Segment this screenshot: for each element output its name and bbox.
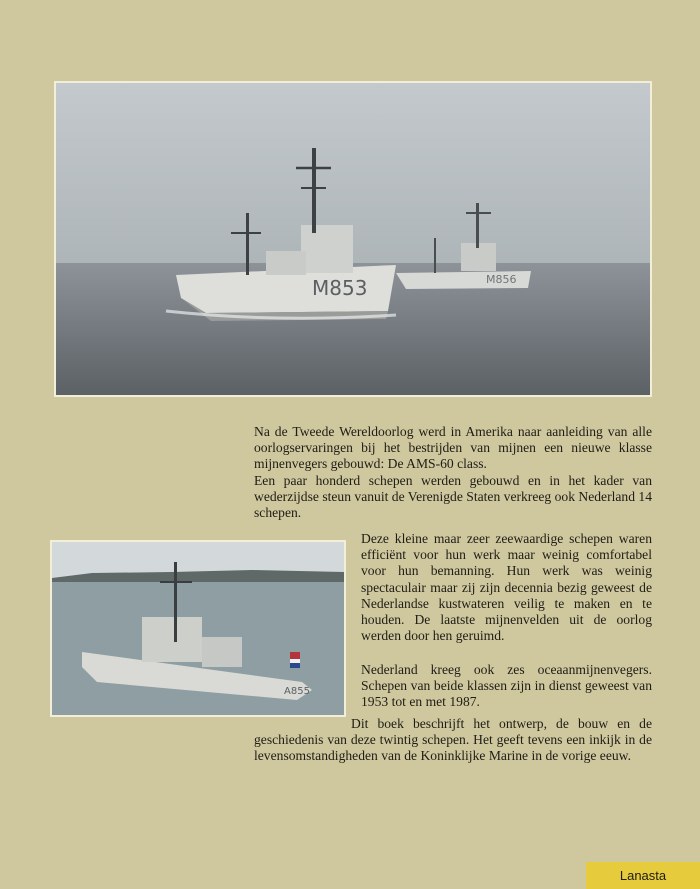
hull-number-inset: A855 [284, 686, 310, 697]
paragraph-fourteen-ships: Een paar honderd schepen werden gebouwd en in het kader van wederzijdse steun vanuit de Verenigde Staten verkreeg ook Nederland 14 schepen. [254, 472, 652, 521]
minesweepers-at-sea-image [56, 83, 650, 395]
book-description-text [254, 716, 652, 765]
inset-photo-minesweeper [50, 540, 346, 717]
hull-number-near: M853 [312, 276, 368, 300]
hull-number-distant: M856 [486, 273, 517, 286]
seaworthy-text [361, 531, 652, 644]
intro-text [254, 424, 652, 521]
paragraph-book-description: Dit boek beschrijft het ontwerp, de bouw en de geschiedenis van deze twintig schepen. Het geeft tevens een inkijk in de levensomstandigheden van de Koninklijke Marine in de vorige eeuw. [254, 716, 652, 764]
paragraph-ocean-minesweepers: Nederland kreeg ook zes oceaanmijnenvegers. Schepen van beide klassen zijn in dienst geweest van 1953 tot en met 1987. [361, 662, 652, 710]
main-photo-minesweepers [54, 81, 652, 397]
paragraph-seaworthy: Deze kleine maar zeer zeewaardige schepen waren efficiënt voor hun werk maar weinig comfortabel voor hun bemanning. Hun werk was weinig spectaculair maar zij zijn decennia bezig geweest de Nederlandse kustwateren veilig te maken en te houden. De laatste mijnenvelden uit de oorlog werden door hen geruimd. [361, 531, 652, 644]
paragraph-intro: Na de Tweede Wereldoorlog werd in Amerika naar aanleiding van alle oorlogservaringen bij het bestrijden van mijnen een nieuwe klasse mijnenvegers gebouwd: De AMS-60 class. [254, 424, 652, 472]
publisher-badge [586, 862, 700, 889]
minesweeper-near-coast-image [52, 542, 344, 715]
ocean-minesweepers-text [361, 662, 652, 711]
publisher-name: Lanasta [619, 868, 667, 883]
